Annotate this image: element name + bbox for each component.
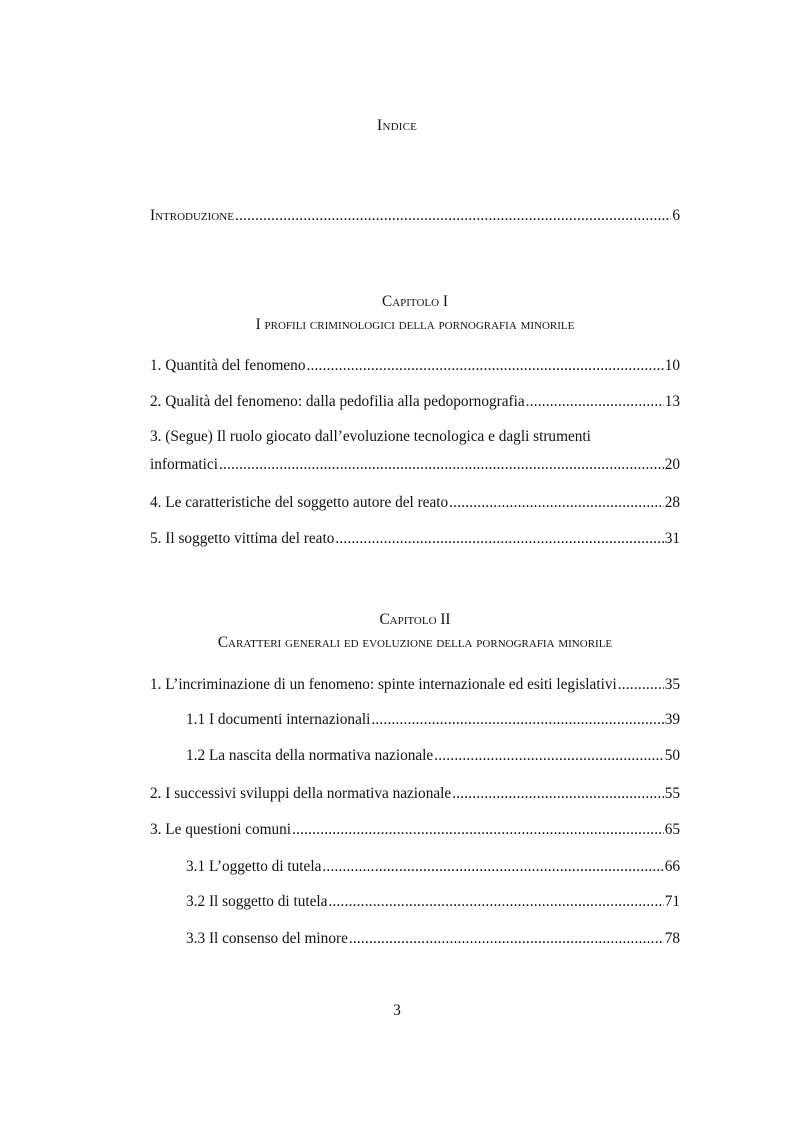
toc-entry-page: 35 <box>664 676 680 693</box>
toc-entry[interactable] <box>150 676 680 694</box>
dot-leader <box>292 821 664 839</box>
dot-leader <box>526 393 664 411</box>
toc-entry-label: 1. L’incriminazione di un fenomeno: spinte internazionale ed esiti legislativi <box>150 676 617 693</box>
toc-entry-page: 39 <box>664 711 680 728</box>
toc-entry[interactable] <box>186 711 680 729</box>
dot-leader <box>335 530 663 548</box>
toc-entry-page: 65 <box>664 821 680 838</box>
toc-entry-label: 2. I successivi sviluppi della normativa nazionale <box>150 785 452 802</box>
toc-entry[interactable] <box>186 747 680 765</box>
page-number: 3 <box>393 1002 401 1019</box>
toc-entry-label: 3.2 Il soggetto di tutela <box>186 893 328 910</box>
toc-entry[interactable] <box>150 821 680 839</box>
dot-leader <box>449 494 664 512</box>
chapter-1-subtitle: I profili criminologici della pornografia minorile <box>255 316 575 333</box>
toc-entry-page: 20 <box>664 456 680 473</box>
toc-entry-label: 1.1 I documenti internazionali <box>186 711 371 728</box>
chapter-1-title: Capitolo I <box>382 293 448 310</box>
page-title: Indice <box>376 117 418 134</box>
dot-leader <box>235 207 671 225</box>
toc-entry-label: 5. Il soggetto vittima del reato <box>150 530 335 547</box>
dot-leader <box>452 785 664 803</box>
toc-entry-label: informatici <box>150 456 218 473</box>
chapter-2-subtitle: Caratteri generali ed evoluzione della pornografia minorile <box>217 634 613 651</box>
dot-leader <box>371 711 663 729</box>
toc-entry-label: 1. Quantità del fenomeno <box>150 357 306 374</box>
toc-entry-introduzione[interactable] <box>150 207 680 225</box>
dot-leader <box>322 858 663 876</box>
dot-leader <box>306 357 663 375</box>
toc-entry[interactable] <box>150 456 680 474</box>
toc-entry[interactable] <box>150 494 680 512</box>
toc-entry-page: 50 <box>664 747 680 764</box>
toc-entry-label: 3.1 L’oggetto di tutela <box>186 858 322 875</box>
toc-entry-line1[interactable]: 3. (Segue) Il ruolo giocato dall’evoluzione tecnologica e dagli strumenti <box>150 428 591 445</box>
toc-entry-page: 66 <box>664 858 680 875</box>
toc-entry[interactable] <box>150 393 680 411</box>
toc-entry-page: 71 <box>664 893 680 910</box>
toc-entry[interactable] <box>150 785 680 803</box>
toc-entry-page: 55 <box>664 785 680 802</box>
toc-entry-label: Introduzione <box>150 207 234 224</box>
toc-entry[interactable] <box>186 893 680 911</box>
toc-entry-page: 6 <box>672 207 680 224</box>
toc-entry-label: 4. Le caratteristiche del soggetto autore del reato <box>150 494 449 511</box>
dot-leader <box>618 676 664 694</box>
toc-entry-page: 78 <box>664 930 680 947</box>
toc-entry[interactable] <box>186 930 680 948</box>
toc-entry-page: 10 <box>664 357 680 374</box>
toc-entry-page: 31 <box>664 530 680 547</box>
dot-leader <box>434 747 664 765</box>
toc-entry[interactable] <box>186 858 680 876</box>
toc-entry[interactable] <box>150 530 680 548</box>
toc-entry-label: 3.3 Il consenso del minore <box>186 930 348 947</box>
chapter-2-title: Capitolo II <box>379 611 451 628</box>
toc-entry-page: 28 <box>664 494 680 511</box>
dot-leader <box>328 893 663 911</box>
toc-entry-label: 1.2 La nascita della normativa nazionale <box>186 747 434 764</box>
toc-entry-page: 13 <box>664 393 680 410</box>
toc-entry-label: 2. Qualità del fenomeno: dalla pedofilia alla pedopornografia <box>150 393 525 410</box>
toc-entry-label: 3. Le questioni comuni <box>150 821 292 838</box>
dot-leader <box>349 930 664 948</box>
toc-entry[interactable] <box>150 357 680 375</box>
chapter-1-heading <box>150 293 680 334</box>
chapter-2-heading <box>150 611 680 652</box>
dot-leader <box>219 456 664 474</box>
